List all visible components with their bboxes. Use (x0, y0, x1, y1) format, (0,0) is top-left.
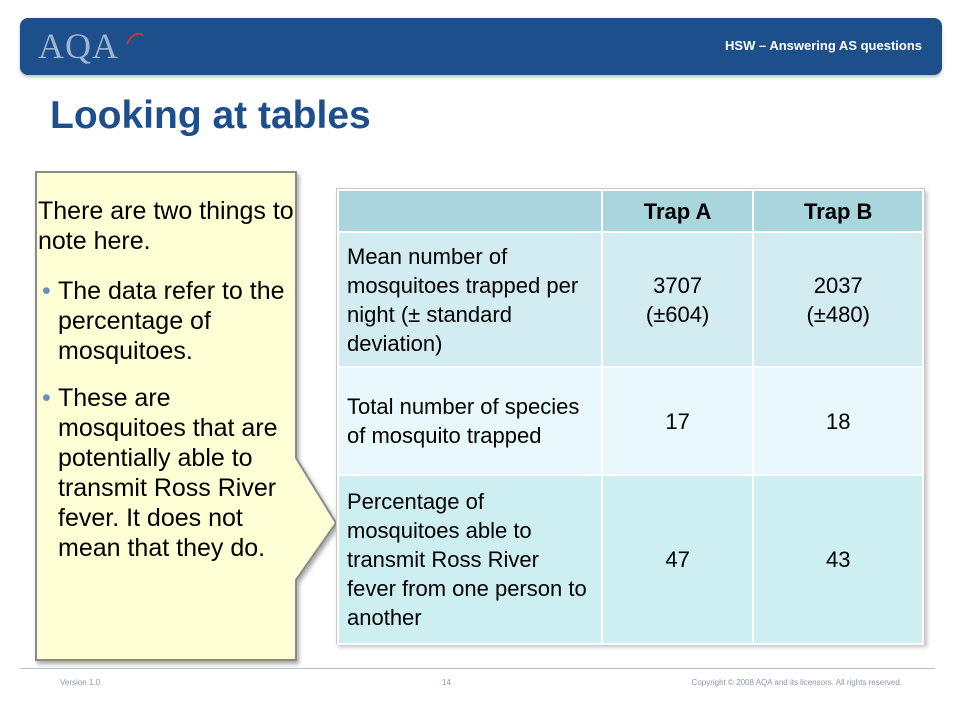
row-label: Percentage of mosquitoes able to transmit Ross River fever from one person to another (338, 475, 602, 644)
footer-divider (20, 668, 935, 669)
trap-a-value: 3707 (653, 272, 703, 298)
table-header-cell: Trap B (753, 190, 923, 232)
table-row (338, 367, 923, 475)
table-header-cell: Trap A (602, 190, 754, 232)
table-row (338, 475, 923, 644)
trap-b-value: 43 (753, 475, 923, 644)
version-label: Version 1.0 (60, 678, 101, 687)
data-table-frame (336, 188, 925, 644)
trap-a-value: 17 (602, 367, 754, 475)
callout-bullet: • The data refer to the percentage of mosquitoes. (38, 276, 294, 366)
trap-b-sd: (±480) (806, 301, 870, 327)
page-number: 14 (442, 678, 451, 687)
copyright-notice: Copyright © 2008 AQA and its licensors. All rights reserved. (691, 678, 902, 687)
table-header-row (338, 190, 923, 232)
logo-text: AQA (38, 26, 119, 66)
trap-a-value: 47 (602, 475, 754, 644)
page-title: Looking at tables (50, 94, 371, 137)
callout-intro: There are two things to note here. (38, 197, 294, 255)
trap-b-value: 18 (753, 367, 923, 475)
callout-bullets (38, 276, 294, 563)
trap-a-cell (602, 232, 754, 367)
callout-bullet: • These are mosquitoes that are potentially able to transmit Ross River fever. It does not mean that they do. (38, 383, 294, 563)
row-label: Total number of species of mosquito trapped (338, 367, 602, 475)
section-title: HSW – Answering AS questions (725, 38, 922, 53)
table-header-cell (338, 190, 602, 232)
table-row (338, 232, 923, 367)
trap-b-cell (753, 232, 923, 367)
trap-b-value: 2037 (813, 272, 863, 298)
row-label: Mean number of mosquitoes trapped per night (± standard deviation) (338, 232, 602, 367)
data-table (337, 189, 924, 645)
trap-a-sd: (±604) (645, 301, 710, 327)
callout-text (38, 196, 294, 580)
